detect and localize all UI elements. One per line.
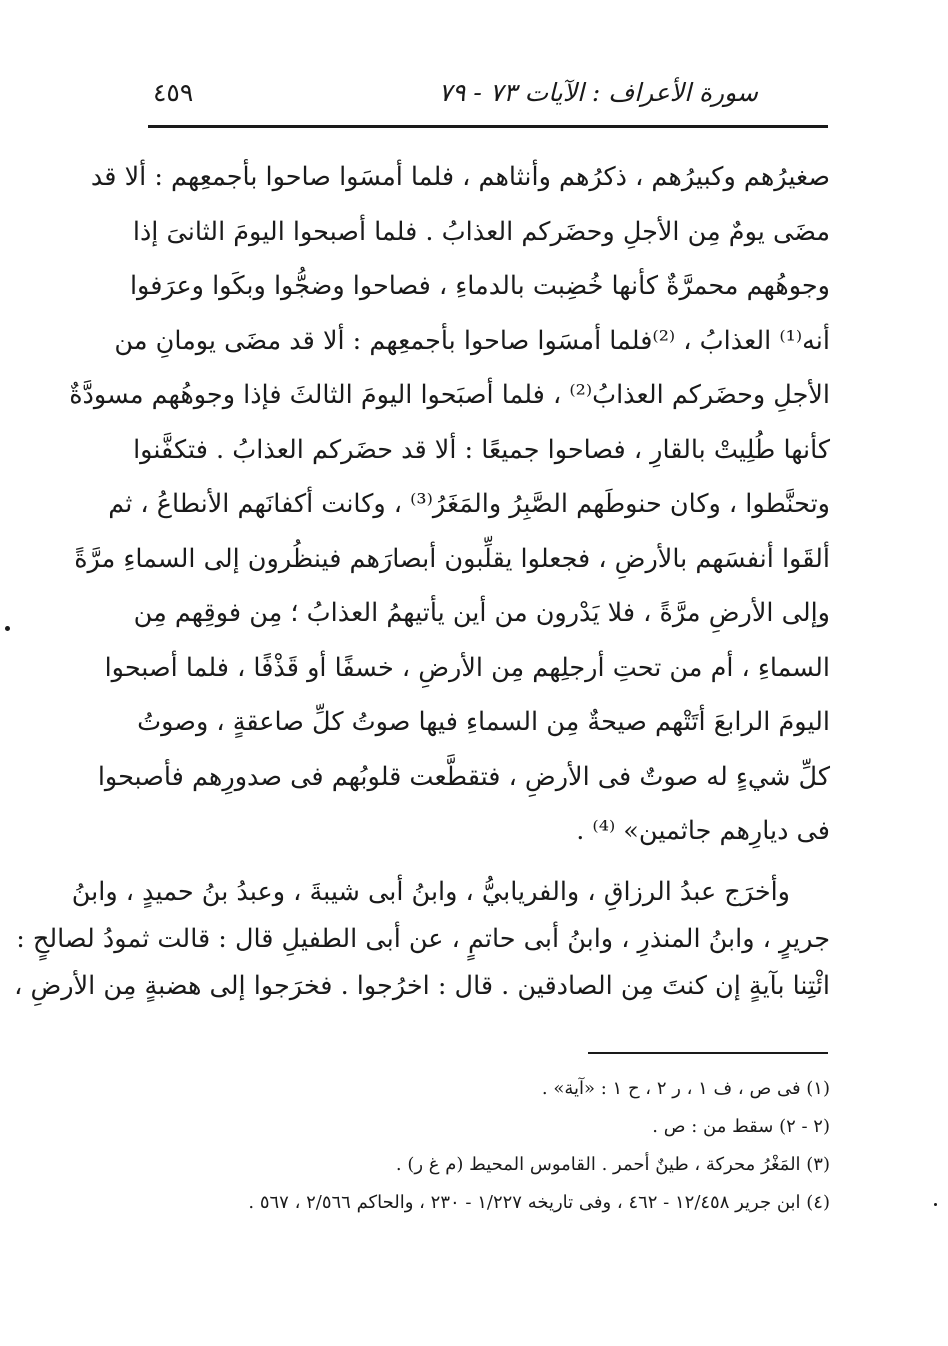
scan-speck [934, 1203, 937, 1206]
text-line: ألقَوا أنفسَهم بالأرضِ ، فجعلوا يقلِّبون أبصارَهم فينظُرون إلى السماءِ مرَّةً [74, 543, 830, 574]
footnote-4: (٤) ابن جرير ١٢/٤٥٨ - ٤٦٢ ، وفى تاريخه ١/٢٢٧ - ٢٣٠ ، والحاكم ٢/٥٦٦ ، ٥٦٧ . [248, 1192, 830, 1213]
text-line: فى ديارِهم جاثمين» ⁽⁴⁾ . [576, 816, 830, 846]
body-text [14, 150, 830, 1010]
text-line: وإلى الأرضِ مرَّةً ، فلا يَدْرون من أين يأتيهمُ العذابُ ؛ مِن فوقِهم مِن [133, 598, 830, 628]
paragraph-1 [69, 150, 830, 859]
text-line: كلِّ شيءٍ له صوتٌ فى الأرضِ ، فتقطَّعت قلوبُهم فى صدورِهم فأصبحوا [97, 761, 830, 792]
running-header [148, 78, 828, 118]
text-line: اليومَ الرابعَ أتَتْهم صيحةٌ مِن السماءِ فيها صوتُ كلِّ صاعقةٍ ، وصوتُ [137, 707, 830, 737]
footnote-1: (١) فى ص ، ف ١ ، ر ٢ ، ح ١ : «آية» . [541, 1078, 830, 1099]
footnotes [148, 1070, 830, 1222]
text-line: أنه⁽¹⁾ العذابُ ، ⁽²⁾فلما أمسَوا صاحوا بأجمعِهم : ألا قد مضَى يومانِ من [114, 325, 830, 356]
header-title: سورة الأعراف : الآيات ٧٣ - ٧٩ [438, 78, 758, 107]
text-line: ائْتِنا بآيةٍ إن كنتَ مِن الصادقين . قال : اخرُجوا . فخرَجوا إلى هضبةٍ مِن الأرضِ ، [14, 970, 830, 1001]
header-rule [148, 125, 828, 128]
scan-speck [5, 626, 10, 631]
footnote-2: (٢ - ٢) سقط من : ص . [652, 1116, 830, 1137]
paragraph-gap [148, 859, 830, 869]
footnote-rule [588, 1052, 828, 1054]
text-line: جريرٍ ، وابنُ المنذرِ ، وابنُ أبى حاتمٍ ، عن أبى الطفيلِ قال : قالت ثمودُ لصالحٍ : [16, 923, 830, 954]
text-line: مضَى يومٌ مِن الأجلِ وحضَركم العذابُ . فلما أصبحوا اليومَ الثانىَ إذا [132, 216, 830, 247]
text-line: السماءِ ، أم من تحتِ أرجلِهم مِن الأرضِ ، خسفًا أو قَذْفًا ، فلما أصبحوا [104, 652, 830, 683]
text-line: الأجلِ وحضَركم العذابُ⁽²⁾ ، فلما أصبَحوا اليومَ الثالثَ فإذا وجوهُهم مسودَّةٌ [69, 380, 830, 410]
page-number: ٤٥٩ [153, 78, 194, 107]
text-line: وأخرَج عبدُ الرزاقِ ، والفريابيُّ ، وابنُ أبى شيبةَ ، وعبدُ بنُ حميدٍ ، وابنُ [71, 876, 790, 907]
paragraph-2 [14, 869, 830, 1010]
text-line: كأنها طُلِيتْ بالقارِ ، فصاحوا جميعًا : ألا قد حضَركم العذابُ . فتكفَّنوا [133, 434, 830, 465]
text-line: وتحنَّطوا ، وكان حنوطَهم الصَّبِرُ والمَغَرُ⁽³⁾ ، وكانت أكفانَهم الأنطاعُ ، ثم [108, 489, 830, 519]
footnote-3: (٣) المَغْرُ محركة ، طينٌ أحمر . القاموس المحيط (م غ ر) . [395, 1154, 830, 1175]
text-line: صغيرُهم وكبيرُهم ، ذكرُهم وأنثاهم ، فلما أمسَوا صاحوا بأجمعِهم : ألا قد [90, 162, 830, 192]
text-line: وجوهُهم محمرَّةٌ كأنها خُضِبت بالدماءِ ، فصاحوا وضجُّوا وبكَوا وعرَفوا [129, 271, 830, 301]
